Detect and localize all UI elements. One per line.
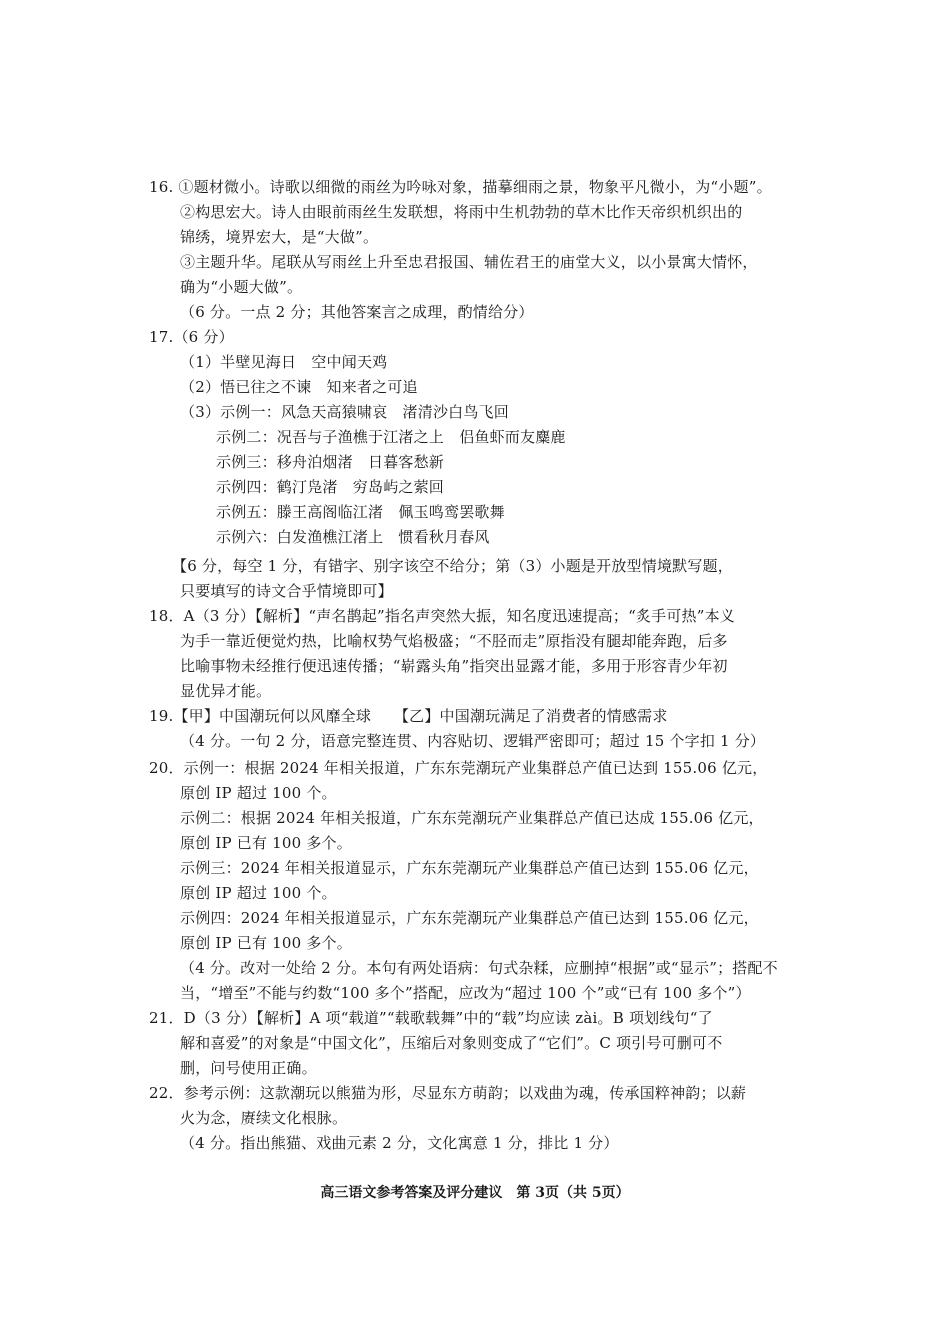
text-line: 示例二：况吾与子渔樵于江渚之上 侣鱼虾而友麋鹿 <box>216 428 566 446</box>
text-line: 原创 IP 已有 100 多个。 <box>180 834 352 852</box>
text-line: 只要填写的诗文合乎情境即可】 <box>180 582 393 600</box>
text-line: （2）悟已往之不谏 知来者之可追 <box>180 378 418 396</box>
text-line: 当，“增至”不能与约数“100 多个”搭配，应改为“超过 100 个”或“已有 100 多个”） <box>180 984 751 1002</box>
text-line: 示例四：鹤汀凫渚 穷岛屿之萦回 <box>216 478 445 496</box>
text-line: 锦绣，境界宏大，是“大做”。 <box>180 228 379 246</box>
text-line: 18．A（3 分）【解析】“声名鹊起”指名声突然大振，知名度迅速提高；“炙手可热”本义 <box>149 607 736 625</box>
text-line: 删，问号使用正确。 <box>180 1059 317 1077</box>
text-line: 【6 分，每空 1 分，有错字、别字该空不给分；第（3）小题是开放型情境默写题， <box>172 557 733 575</box>
text-line: （3）示例一：风急天高猿啸哀 渚清沙白鸟飞回 <box>180 403 509 421</box>
text-line: 22．参考示例：这款潮玩以熊猫为形，尽显东方萌韵；以戏曲为魂，传承国粹神韵；以薪 <box>149 1084 747 1102</box>
text-line: 解和喜爱”的对象是“中国文化”，压缩后对象则变成了“它们”。C 项引号可删可不 <box>180 1034 723 1052</box>
text-line: 17.（6 分） <box>149 328 234 346</box>
text-line: （4 分。改对一处给 2 分。本句有两处语病：句式杂糅，应删掉“根据”或“显示”；搭配不 <box>180 959 778 977</box>
text-line: 20．示例一：根据 2024 年相关报道，广东东莞潮玩产业集群总产值已达到 155.06 亿元， <box>149 759 768 777</box>
page-footer: 高三语文参考答案及评分建议 第 3页（共 5页） <box>320 1185 630 1201</box>
text-line: 示例五：滕王高阁临江渚 佩玉鸣鸾罢歌舞 <box>216 503 505 521</box>
text-line: 原创 IP 超过 100 个。 <box>180 784 337 802</box>
text-line: 19.【甲】中国潮玩何以风靡全球 【乙】中国潮玩满足了消费者的情感需求 <box>149 707 668 725</box>
text-line: 比喻事物未经推行便迅速传播；“崭露头角”指突出显露才能，多用于形容青少年初 <box>180 657 728 675</box>
text-line: 显优异才能。 <box>180 682 272 700</box>
text-line: 示例六：白发渔樵江渚上 惯看秋月春风 <box>216 528 490 546</box>
text-line: （6 分。一点 2 分；其他答案言之成理，酌情给分） <box>180 303 534 321</box>
text-line: 示例二：根据 2024 年相关报道，广东东莞潮玩产业集群总产值已达成 155.06 亿元， <box>180 809 764 827</box>
text-line: 示例四：2024 年相关报道显示，广东东莞潮玩产业集群总产值已达到 155.06 亿元， <box>180 909 759 927</box>
text-line: ②构思宏大。诗人由眼前雨丝生发联想，将雨中生机勃勃的草木比作天帝织机织出的 <box>180 203 743 221</box>
text-line: 原创 IP 已有 100 多个。 <box>180 934 352 952</box>
text-line: 火为念，赓续文化根脉。 <box>180 1109 348 1127</box>
text-line: 示例三：2024 年相关报道显示，广东东莞潮玩产业集群总产值已达到 155.06 亿元， <box>180 859 759 877</box>
text-line: （4 分。指出熊猫、戏曲元素 2 分，文化寓意 1 分，排比 1 分） <box>180 1134 619 1152</box>
text-line: 为手一靠近便觉灼热，比喻权势气焰极盛；“不胫而走”原指没有腿却能奔跑，后多 <box>180 632 728 650</box>
text-line: （4 分。一句 2 分，语意完整连贯、内容贴切、逻辑严密即可；超过 15 个字扣 1 分） <box>180 732 766 750</box>
text-line: 原创 IP 超过 100 个。 <box>180 884 337 902</box>
text-line: （1）半壁见海日 空中闻天鸡 <box>180 353 388 371</box>
text-line: 示例三：移舟泊烟渚 日暮客愁新 <box>216 453 445 471</box>
text-line: 16. ①题材微小。诗歌以细微的雨丝为吟咏对象，描摹细雨之景，物象平凡微小，为“小题”。 <box>149 178 772 196</box>
text-line: ③主题升华。尾联从写雨丝上升至忠君报国、辅佐君王的庙堂大义，以小景寓大情怀， <box>180 253 758 271</box>
text-line: 21．D（3 分）【解析】A 项“载道”“载歌载舞”中的“载”均应读 zài。B 项划线句“了 <box>149 1009 713 1027</box>
text-line: 确为“小题大做”。 <box>180 278 303 296</box>
